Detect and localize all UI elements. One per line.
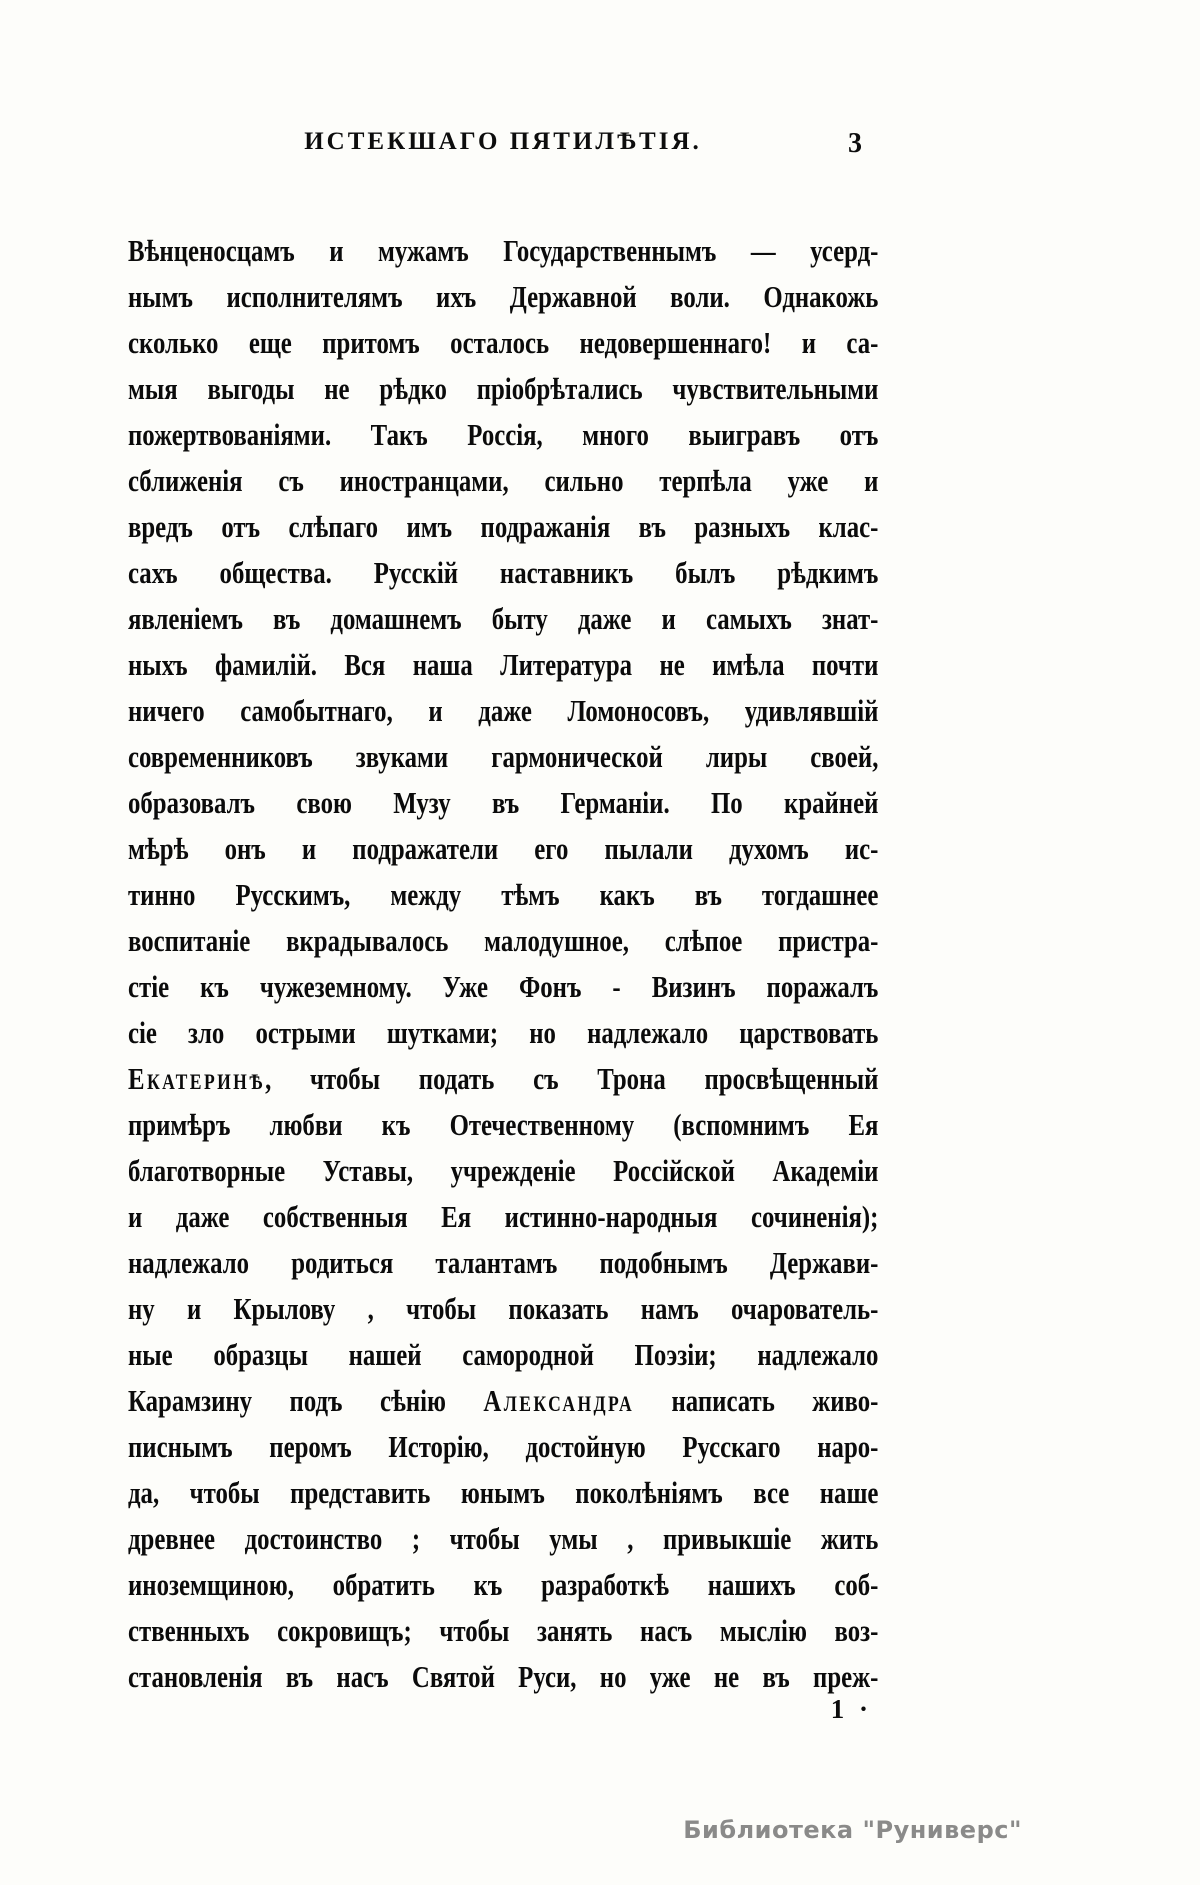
text-line xyxy=(128,688,878,734)
text-segment: ственныхъ сокровищъ; чтобы занять насъ мыслію воз- xyxy=(128,1613,879,1648)
text-segment: сахъ общества. Русскій наставникъ былъ рѣдкимъ xyxy=(128,555,879,590)
text-segment: ныхъ фамилій. Вся наша Литература не имѣла почти xyxy=(128,647,879,682)
text-segment: современниковъ звуками гармонической лиры своей, xyxy=(128,739,879,774)
text-line xyxy=(128,1148,878,1194)
text-segment: нымъ исполнителямъ ихъ Державной воли. Однакожь xyxy=(128,279,879,314)
text-segment: иноземщиною, обратить къ разработкѣ нашихъ соб- xyxy=(128,1567,879,1602)
text-segment: воспитаніе вкрадывалось малодушное, слѣпое пристра- xyxy=(128,923,879,958)
spaced-caps-name: Екатеринѣ xyxy=(128,1061,266,1096)
text-line xyxy=(128,1240,878,1286)
text-segment: мыя выгоды не рѣдко пріобрѣтались чувствительными xyxy=(128,371,879,406)
text-line xyxy=(128,780,878,826)
text-segment: сіе зло острыми шутками; но надлежало царствовать xyxy=(128,1015,879,1050)
text-line xyxy=(128,1608,878,1654)
text-segment: пожертвованіями. Такъ Россія, много выигравъ отъ xyxy=(128,417,879,452)
text-segment: да, чтобы представить юнымъ поколѣніямъ все наше xyxy=(128,1475,879,1510)
text-line xyxy=(128,918,878,964)
text-line xyxy=(128,320,878,366)
text-segment: и даже собственныя Ея истинно-народныя сочиненія); xyxy=(128,1199,879,1234)
page-header xyxy=(128,128,878,168)
text-line xyxy=(128,1516,878,1562)
text-segment: становленія въ насъ Святой Руси, но уже не въ преж- xyxy=(128,1659,879,1694)
text-line xyxy=(128,1562,878,1608)
text-line xyxy=(128,366,878,412)
text-line xyxy=(128,826,878,872)
running-title: ИСТЕКШАГО ПЯТИЛѢТІЯ. xyxy=(304,128,702,155)
text-segment: , чтобы подать съ Трона просвѣщенный xyxy=(265,1061,879,1096)
text-line xyxy=(128,1102,878,1148)
text-line xyxy=(128,964,878,1010)
text-line xyxy=(128,1470,878,1516)
text-segment: тинно Русскимъ, между тѣмъ какъ въ тогдашнее xyxy=(128,877,879,912)
text-line xyxy=(128,458,878,504)
body-text-block xyxy=(128,228,878,1700)
text-segment: Карамзину подъ сѣнію xyxy=(128,1383,484,1418)
text-line xyxy=(128,642,878,688)
text-segment: сколько еще притомъ осталось недовершеннаго! и са- xyxy=(128,325,879,360)
text-line xyxy=(128,274,878,320)
text-line xyxy=(128,228,878,274)
text-line xyxy=(128,550,878,596)
text-segment: благотворные Уставы, учрежденіе Россійской Академіи xyxy=(128,1153,879,1188)
text-line xyxy=(128,734,878,780)
text-segment: ные образцы нашей самородной Поэзіи; надлежало xyxy=(128,1337,879,1372)
text-segment: образовалъ свою Музу въ Германіи. По крайней xyxy=(128,785,879,820)
text-segment: стіе къ чужеземному. Уже Фонъ - Визинъ поражалъ xyxy=(128,969,879,1004)
text-segment: мѣрѣ онъ и подражатели его пылали духомъ ис- xyxy=(128,831,879,866)
text-segment: надлежало родиться талантамъ подобнымъ Держави- xyxy=(128,1245,879,1280)
text-line xyxy=(128,412,878,458)
text-line xyxy=(128,1194,878,1240)
text-line xyxy=(128,1286,878,1332)
text-segment: явленіемъ въ домашнемъ быту даже и самыхъ знат- xyxy=(128,601,879,636)
text-line xyxy=(128,1010,878,1056)
text-line xyxy=(128,1378,878,1424)
text-segment: ничего самобытнаго, и даже Ломоносовъ, удивлявшій xyxy=(128,693,879,728)
text-segment: сближенія съ иностранцами, сильно терпѣла уже и xyxy=(128,463,879,498)
text-line xyxy=(128,872,878,918)
text-line xyxy=(128,1056,878,1102)
text-line xyxy=(128,504,878,550)
text-line xyxy=(128,1332,878,1378)
signature-mark: 1 · xyxy=(830,1694,872,1724)
text-segment: примѣръ любви къ Отечественному (вспомнимъ Ея xyxy=(128,1107,879,1142)
text-segment: Вѣнценосцамъ и мужамъ Государственнымъ — усерд- xyxy=(128,233,879,268)
library-watermark: Библиотека "Руниверс" xyxy=(683,1816,1022,1844)
text-segment: ну и Крылову , чтобы показать намъ очарователь- xyxy=(128,1291,879,1326)
text-line xyxy=(128,596,878,642)
page-number: 3 xyxy=(848,128,862,159)
text-segment: написать живо- xyxy=(634,1383,879,1418)
spaced-caps-name: Александра xyxy=(483,1383,635,1418)
text-segment: древнее достоинство ; чтобы умы , привыкшіе жить xyxy=(128,1521,879,1556)
text-segment: вредъ отъ слѣпаго имъ подражанія въ разныхъ клас- xyxy=(128,509,879,544)
text-segment: писнымъ перомъ Исторію, достойную Русскаго наро- xyxy=(128,1429,879,1464)
text-line xyxy=(128,1424,878,1470)
